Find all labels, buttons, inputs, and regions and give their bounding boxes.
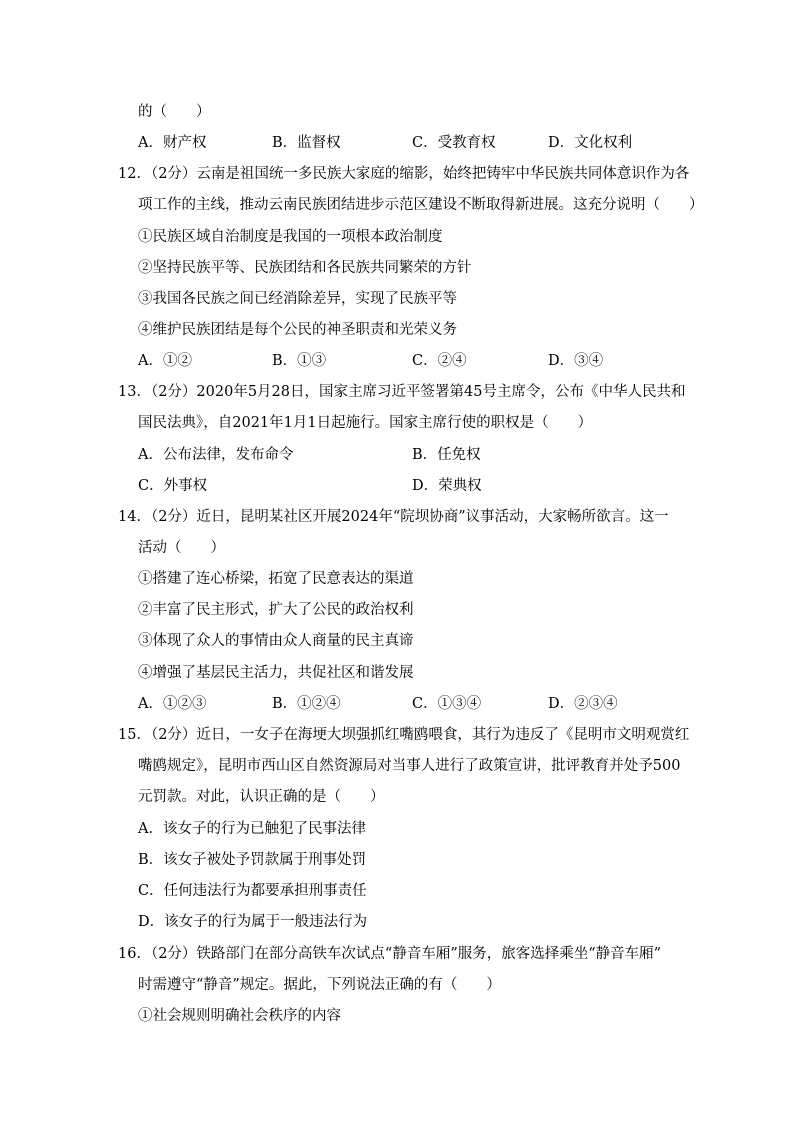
q12-option-b: B．①③ xyxy=(272,353,327,369)
q16-stem-line1: 16．（2分）铁路部门在部分高铁车次试点“静音车厢”服务，旅客选择乘坐“静音车厢” xyxy=(118,946,662,962)
q15-option-c: C．任何违法行为都要承担刑事责任 xyxy=(138,883,367,899)
q12-statement-2: ②坚持民族平等、民族团结和各民族共同繁荣的方针 xyxy=(138,260,472,276)
q15-option-b: B．该女子被处予罚款属于刑事处罚 xyxy=(138,852,367,868)
q12-option-c: C．②④ xyxy=(412,353,467,369)
q14-statement-4: ④增强了基层民主活力，共促社区和谐发展 xyxy=(138,665,414,681)
q14-option-a: A．①②③ xyxy=(138,696,207,712)
q12-statement-1: ①民族区域自治制度是我国的一项根本政治制度 xyxy=(138,229,443,245)
q14-option-b: B．①②④ xyxy=(272,696,341,712)
q14-statement-3: ③体现了众人的事情由众人商量的民主真谛 xyxy=(138,633,414,649)
q11-option-a: A．财产权 xyxy=(138,135,207,151)
q13-option-c: C．外事权 xyxy=(138,478,208,494)
q12-option-a: A．①② xyxy=(138,353,192,369)
q12-stem-line1: 12．（2分）云南是祖国统一多民族大家庭的缩影，始终把铸牢中华民族共同体意识作为各 xyxy=(118,166,690,182)
q15-stem-line2: 嘴鸥规定》，昆明市西山区自然资源局对当事人进行了政策宣讲，批评教育并处予500 xyxy=(138,758,681,774)
q14-stem-line2: 活动（ ） xyxy=(138,540,225,556)
q13-option-a: A．公布法律，发布命令 xyxy=(138,447,294,463)
q14-option-c: C．①③④ xyxy=(412,696,482,712)
q15-option-d: D．该女子的行为属于一般违法行为 xyxy=(138,914,368,930)
q16-stem-line2: 时需遵守“静音”规定。据此，下列说法正确的有（ ） xyxy=(138,977,501,993)
q15-option-a: A．该女子的行为已触犯了民事法律 xyxy=(138,821,366,837)
q12-statement-4: ④维护民族团结是每个公民的神圣职责和光荣义务 xyxy=(138,322,457,338)
q14-statement-1: ①搭建了连心桥梁，拓宽了民意表达的渠道 xyxy=(138,571,414,587)
q15-stem-line1: 15．（2分）近日，一女子在海埂大坝强抓红嘴鸥喂食，其行为违反了《昆明市文明观赏红 xyxy=(118,727,690,743)
q12-stem-line2: 项工作的主线，推动云南民族团结进步示范区建设不断取得新进展。这充分说明（ ） xyxy=(138,197,704,213)
q15-stem-line3: 元罚款。对此，认识正确的是（ ） xyxy=(138,789,385,805)
q12-statement-3: ③我国各民族之间已经消除差异，实现了民族平等 xyxy=(138,291,457,307)
q13-stem-line1: 13．（2分）2020年5月28日，国家主席习近平签署第45号主席令，公布《中华人民共和 xyxy=(118,384,686,400)
q16-statement-1: ①社会规则明确社会秩序的内容 xyxy=(138,1008,341,1024)
q11-stem-continued: 的（ ） xyxy=(138,104,211,120)
q13-stem-line2: 国民法典》，自2021年1月1日起施行。国家主席行使的职权是（ ） xyxy=(138,415,593,431)
q11-option-c: C．受教育权 xyxy=(412,135,496,151)
q14-stem-line1: 14．（2分）近日，昆明某社区开展2024年“院坝协商”议事活动，大家畅所欲言。这一 xyxy=(118,509,669,525)
q13-option-d: D．荣典权 xyxy=(412,478,482,494)
q11-option-b: B．监督权 xyxy=(272,135,341,151)
q13-option-b: B．任免权 xyxy=(412,447,481,463)
q14-statement-2: ②丰富了民主形式，扩大了公民的政治权利 xyxy=(138,602,414,618)
q11-option-d: D．文化权利 xyxy=(548,135,633,151)
q12-option-d: D．③④ xyxy=(548,353,604,369)
q14-option-d: D．②③④ xyxy=(548,696,618,712)
